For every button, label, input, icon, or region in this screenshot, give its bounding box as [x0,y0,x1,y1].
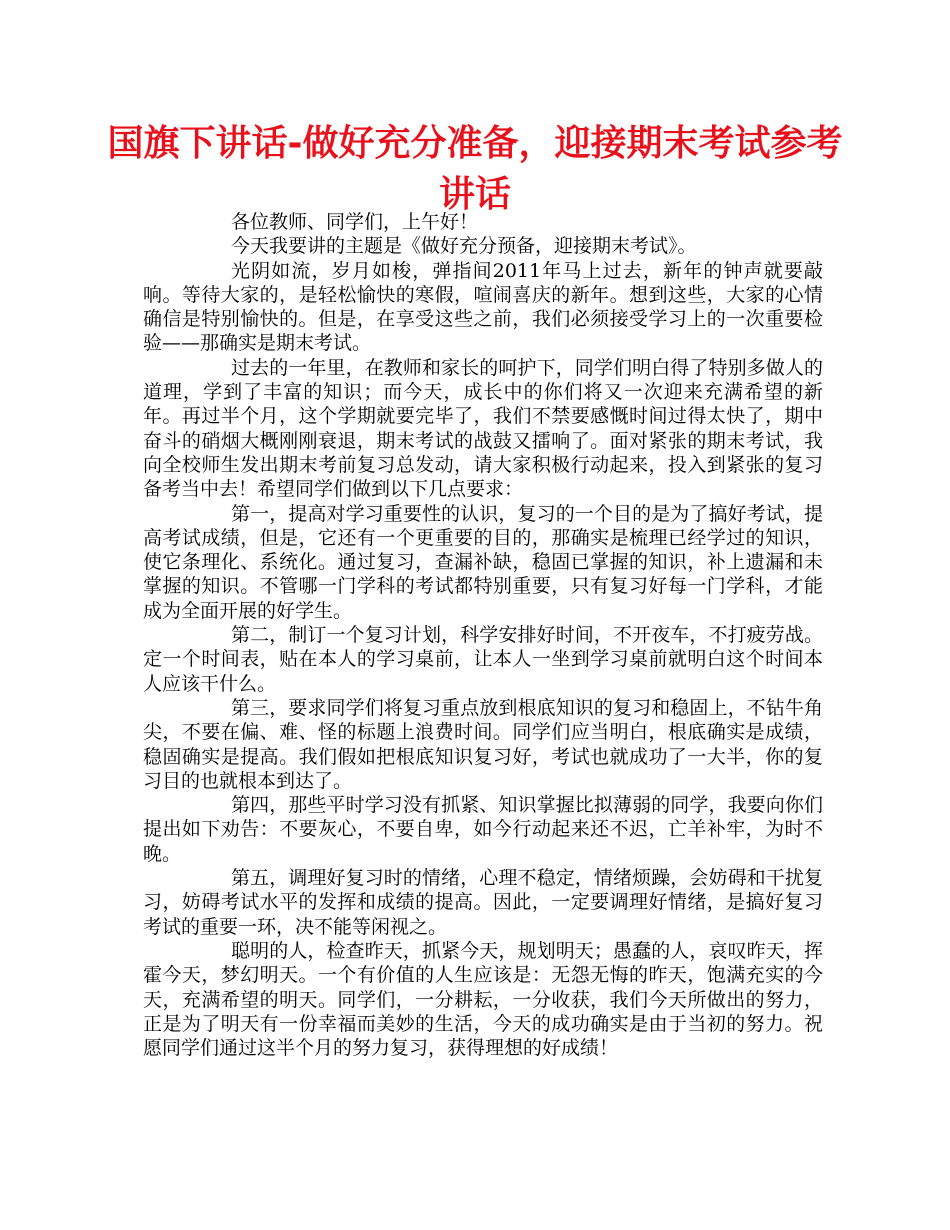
document-title: 国旗下讲话-做好充分准备，迎接期末考试参考讲话 [107,123,843,215]
paragraph-point-2: 第二，制订一个复习计划，科学安排好时间，不开夜车，不打疲劳战。定一个时间表，贴在本人的学习桌前，让本人一坐到学习桌前就明白这个时间本人应该干什么。 [143,624,823,695]
document-body [143,210,823,1060]
paragraph-conclusion: 聪明的人，检查昨天，抓紧今天，规划明天；愚蠢的人，哀叹昨天，挥霍今天，梦幻明天。一个有价值的人生应该是：无怨无悔的昨天，饱满充实的今天，充满希望的明天。同学们，一分耕耘，一分收获，我们今天所做出的努力，正是为了明天有一份幸福而美妙的生活，今天的成功确实是由于当初的努力。祝愿同学们通过这半个月的努力复习，获得理想的好成绩！ [143,939,823,1060]
paragraph-point-3: 第三，要求同学们将复习重点放到根底知识的复习和稳固上，不钻牛角尖，不要在偏、难、怪的标题上浪费时间。同学们应当明白，根底确实是成绩，稳固确实是提高。我们假如把根底知识复习好，考试也就成功了一大半，你的复习目的也就根本到达了。 [143,696,823,792]
paragraph-point-1: 第一，提高对学习重要性的认识，复习的一个目的是为了搞好考试，提高考试成绩，但是，它还有一个更重要的目的，那确实是梳理已经学过的知识，使它条理化、系统化。通过复习，查漏补缺，稳固已掌握的知识，补上遗漏和未掌握的知识。不管哪一门学科的考试都特别重要，只有复习好每一门学科，才能成为全面开展的好学生。 [143,502,823,622]
paragraph-past-year: 过去的一年里，在教师和家长的呵护下，同学们明白得了特别多做人的道理，学到了丰富的知识；而今天，成长中的你们将又一次迎来充满希望的新年。再过半个月，这个学期就要完毕了，我们不禁要感慨时间过得太快了，期中奋斗的硝烟大概刚刚衰退，期末考试的战鼓又擂响了。面对紧张的期末考试，我向全校师生发出期末考前复习总发动，请大家积极行动起来，投入到紧张的复习备考当中去！希望同学们做到以下几点要求： [143,356,823,501]
paragraph-point-5: 第五，调理好复习时的情绪，心理不稳定，情绪烦躁，会妨碍和干扰复习，妨碍考试水平的发挥和成绩的提高。因此，一定要调理好情绪，是搞好复习考试的重要一环，决不能等闲视之。 [143,867,823,938]
paragraph-topic: 今天我要讲的主题是《做好充分预备，迎接期末考试》。 [231,235,697,258]
paragraph-point-4: 第四，那些平时学习没有抓紧、知识掌握比拟薄弱的同学，我要向你们提出如下劝告：不要灰心，不要自卑，如今行动起来还不迟，亡羊补牢，为时不晚。 [143,794,823,865]
paragraph-greeting: 各位教师、同学们，上午好！ [231,211,479,233]
paragraph-intro: 光阴如流，岁月如梭，弹指间2011年马上过去，新年的钟声就要敲响。等待大家的，是轻松愉快的寒假，喧闹喜庆的新年。想到这些，大家的心情确信是特别愉快的。但是，在享受这些之前，我们必须接受学习上的一次重要检验——那确实是期末考试。 [143,259,823,355]
